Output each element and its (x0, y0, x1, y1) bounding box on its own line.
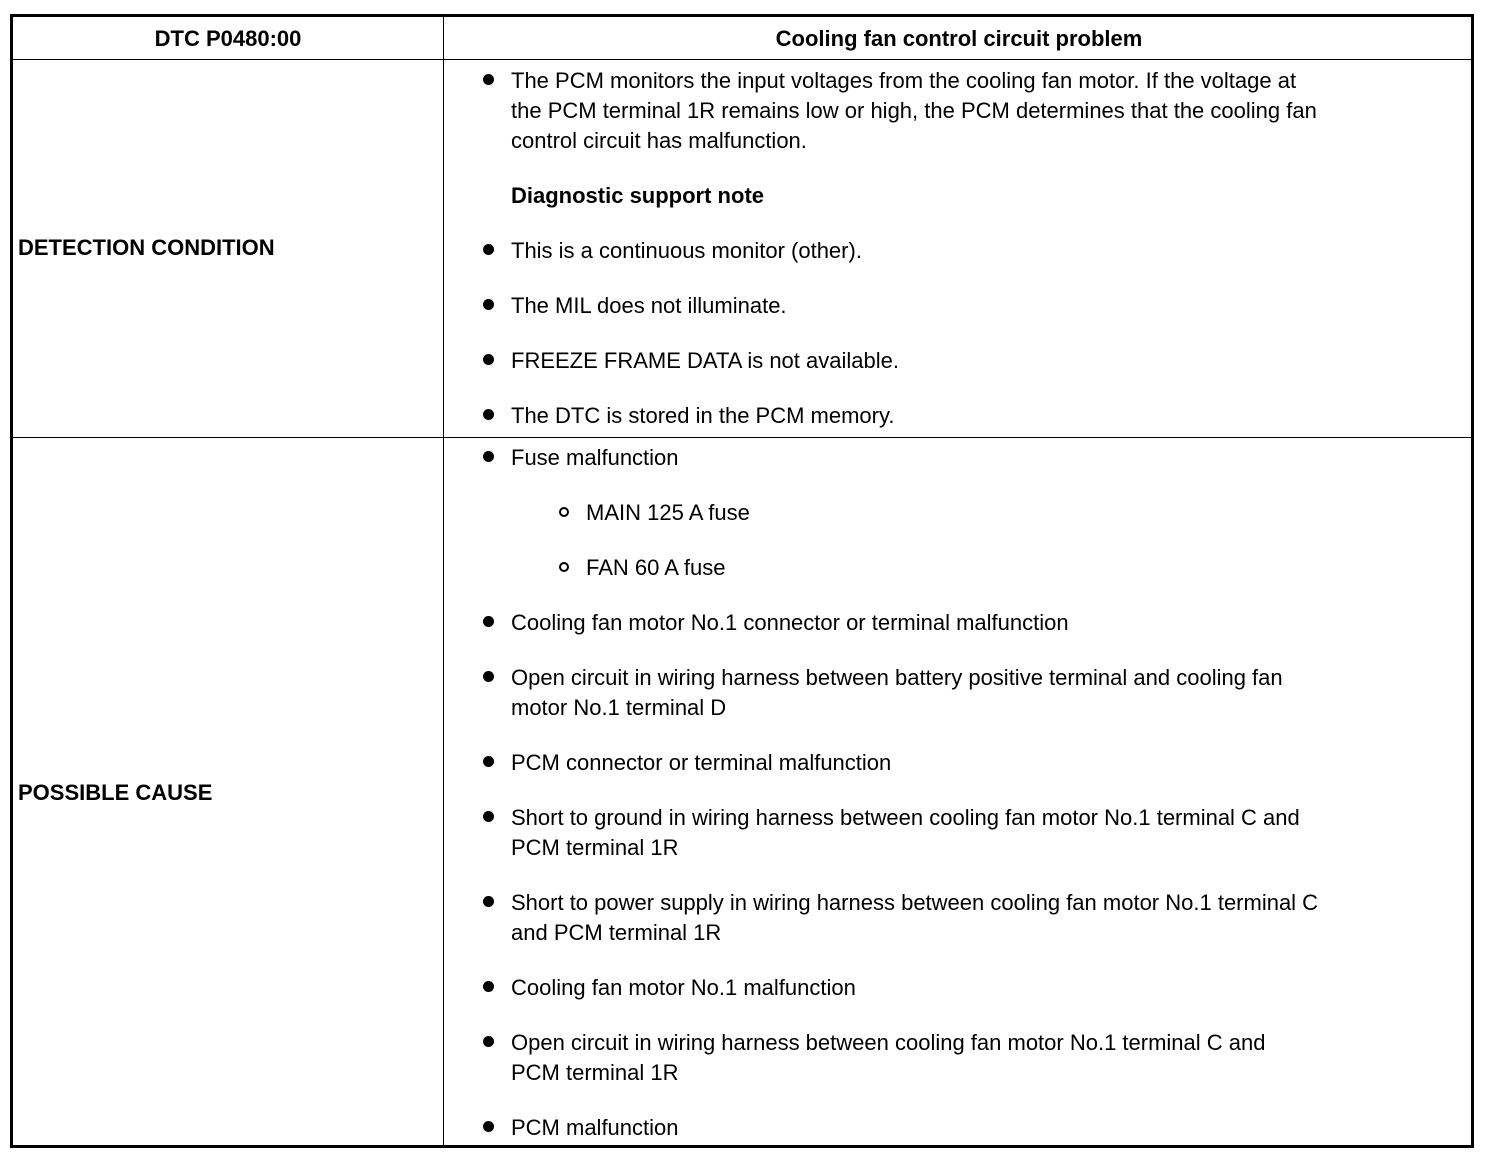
diagnostic-note-heading: Diagnostic support note (511, 183, 764, 208)
dtc-code-header: DTC P0480:00 (154, 26, 302, 51)
cause-item (511, 1113, 1441, 1143)
cause-item (511, 973, 1441, 1003)
cause-line: Short to power supply in wiring harness between cooling fan motor No.1 terminal C (511, 890, 1319, 915)
cause-line: Open circuit in wiring harness between battery positive terminal and cooling fan (511, 665, 1283, 690)
header-divider (13, 59, 1471, 60)
cause-line: PCM malfunction (511, 1115, 679, 1140)
cause-line: Cooling fan motor No.1 connector or terminal malfunction (511, 610, 1069, 635)
cause-item (511, 803, 1441, 863)
sub-bullet-icon (559, 507, 569, 517)
bullet-icon (483, 409, 494, 420)
cause-line: PCM connector or terminal malfunction (511, 750, 892, 775)
sub-bullet-icon (559, 562, 569, 572)
cause-line: PCM terminal 1R (511, 835, 679, 860)
cause-line: PCM terminal 1R (511, 1060, 679, 1085)
cause-item (511, 748, 1441, 778)
cause-item (511, 1028, 1441, 1088)
cause-item (511, 608, 1441, 638)
bullet-icon (483, 244, 494, 255)
bullet-icon (483, 896, 494, 907)
possible-cause-label: POSSIBLE CAUSE (18, 780, 213, 805)
bullet-icon (483, 616, 494, 627)
detection-condition-label: DETECTION CONDITION (18, 235, 275, 260)
bullet-icon (483, 981, 494, 992)
cause-item (511, 663, 1441, 723)
intro-line: the PCM terminal 1R remains low or high, the PCM determines that the cooling fan (511, 98, 1317, 123)
bullet-icon (483, 1036, 494, 1047)
note-item: FREEZE FRAME DATA is not available. (511, 348, 899, 373)
note-item: This is a continuous monitor (other). (511, 238, 862, 263)
bullet-icon (483, 756, 494, 767)
bullet-icon (483, 451, 494, 462)
cause-line: Open circuit in wiring harness between cooling fan motor No.1 terminal C and (511, 1030, 1266, 1055)
cause-line: Short to ground in wiring harness between cooling fan motor No.1 terminal C and (511, 805, 1300, 830)
bullet-icon (483, 671, 494, 682)
cause-line: Cooling fan motor No.1 malfunction (511, 975, 856, 1000)
intro-line: control circuit has malfunction. (511, 128, 807, 153)
cause-item (511, 888, 1441, 948)
note-item: The DTC is stored in the PCM memory. (511, 403, 895, 428)
fuse-subitem: FAN 60 A fuse (586, 555, 726, 580)
bullet-icon (483, 354, 494, 365)
dtc-title-header: Cooling fan control circuit problem (775, 26, 1143, 51)
bullet-icon (483, 1121, 494, 1132)
row-divider (13, 437, 1471, 438)
fuse-item: Fuse malfunction (511, 445, 679, 470)
cause-line: and PCM terminal 1R (511, 920, 722, 945)
intro-line: The PCM monitors the input voltages from the cooling fan motor. If the voltage at (511, 68, 1297, 93)
detection-intro (511, 66, 1441, 156)
fuse-subitem: MAIN 125 A fuse (586, 500, 750, 525)
note-item: The MIL does not illuminate. (511, 293, 787, 318)
bullet-icon (483, 811, 494, 822)
bullet-icon (483, 74, 494, 85)
bullet-icon (483, 299, 494, 310)
cause-line: motor No.1 terminal D (511, 695, 727, 720)
column-divider (443, 17, 444, 1145)
